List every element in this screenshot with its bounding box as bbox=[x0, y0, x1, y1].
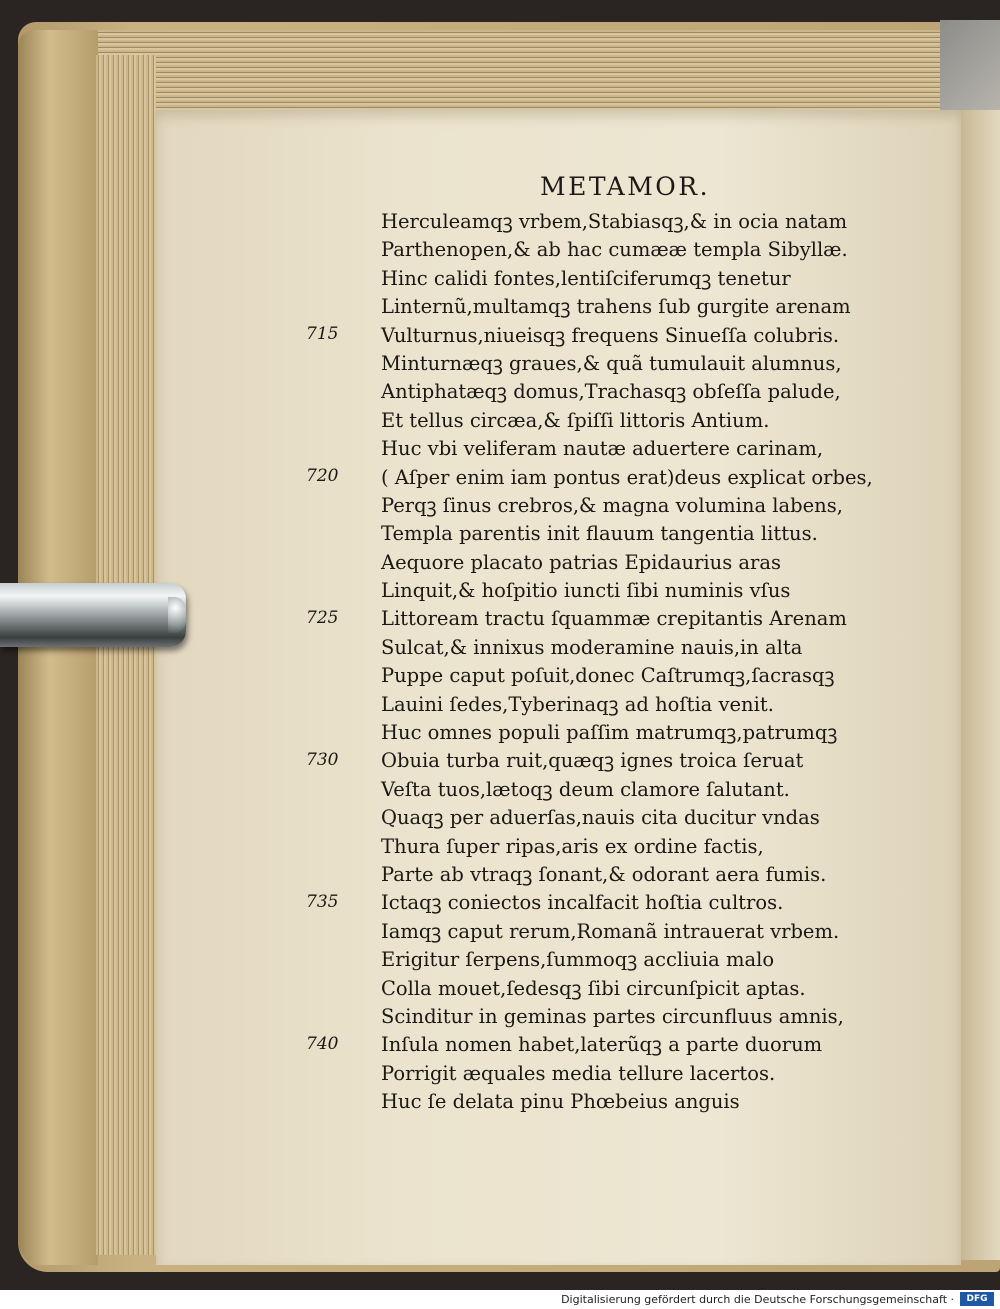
verse-line: Iamqꝫ caput rerum,Romanã intrauerat vrbem. bbox=[381, 919, 840, 943]
digitization-footer bbox=[0, 1290, 1000, 1309]
dfg-logo: DFG bbox=[960, 1292, 994, 1306]
verse-line: Et tellus circæa,& ſpiſſi littoris Antium. bbox=[381, 408, 770, 432]
verse-line: Hinc calidi fontes,lentiſciferumqꝫ tenetur bbox=[381, 266, 791, 290]
verse-line: Erigitur ſerpens,ſummoqꝫ accliuia malo bbox=[381, 948, 775, 972]
verse-line: Huc ſe delata pinu Phœbeius anguis bbox=[381, 1090, 740, 1114]
verse-line: Vulturnus,niueisqꝫ frequens Sinueſſa colubris. bbox=[381, 323, 840, 347]
verse-line: Veſta tuos,lætoqꝫ deum clamore ſalutant. bbox=[381, 777, 790, 801]
line-number: 740 bbox=[306, 1033, 339, 1054]
verse-line: Littoream tractu ſquammæ crepitantis Arenam bbox=[381, 607, 847, 631]
verse-line: Antiphatæqꝫ domus,Trachasqꝫ obſeſſa palude, bbox=[381, 380, 841, 404]
facing-page-edge bbox=[961, 110, 1000, 1260]
verse-line: Linternũ,multamqꝫ trahens ſub gurgite arenam bbox=[381, 295, 851, 319]
verse-line: Parthenopen,& ab hac cumææ templa Sibyllæ. bbox=[381, 238, 848, 262]
line-number: 730 bbox=[306, 749, 339, 770]
verse-line: Porrigit æquales media tellure lacertos. bbox=[381, 1061, 776, 1085]
verse-line: Linquit,& hoſpitio iuncti ſibi numinis vſus bbox=[381, 579, 791, 603]
line-number: 715 bbox=[306, 323, 339, 344]
verse-line: Scinditur in geminas partes circunfluus amnis, bbox=[381, 1004, 844, 1028]
funding-credit: Digitalisierung gefördert durch die Deutsche Forschungsgemeinschaft · bbox=[561, 1293, 954, 1306]
verse-line: Sulcat,& innixus moderamine nauis,in alta bbox=[381, 635, 803, 659]
verse-line: Thura ſuper ripas,aris ex ordine factis, bbox=[381, 834, 764, 858]
book-spine bbox=[18, 30, 98, 1265]
page-edges-side bbox=[96, 55, 156, 1255]
verse-line: Parte ab vtraqꝫ ſonant,& odorant aera fumis. bbox=[381, 862, 827, 886]
verse-line: Herculeamqꝫ vrbem,Stabiasqꝫ,& in ocia natam bbox=[381, 210, 848, 233]
verse-line: Quaqꝫ per aduerſas,nauis cita ducitur vndas bbox=[381, 806, 820, 830]
verse-line: Aequore placato patrias Epidaurius aras bbox=[381, 550, 781, 574]
verse-line: Minturnæqꝫ graues,& quã tumulauit alumnus, bbox=[381, 351, 842, 375]
page-holder-rod bbox=[0, 583, 186, 647]
verse-line: Perqꝫ ſinus crebros,& magna volumina labens, bbox=[381, 493, 843, 517]
verse-line: Ictaqꝫ coniectos incalfacit hoſtia cultros. bbox=[381, 891, 784, 915]
verse-line: Inſula nomen habet,laterũqꝫ a parte duorum bbox=[381, 1033, 823, 1057]
verse-line: Templa parentis init flauum tangentia littus. bbox=[381, 522, 818, 546]
verse-line: Lauini ſedes,Tyberinaqꝫ ad hoſtia venit. bbox=[381, 692, 774, 716]
page-holder-rod-tip bbox=[168, 597, 186, 633]
verse-line: ( Aſper enim iam pontus erat)deus explicat orbes, bbox=[381, 465, 873, 489]
line-number: 720 bbox=[306, 465, 339, 486]
running-head: METAMOR. bbox=[540, 172, 711, 201]
verse-line: Huc vbi veliferam nautæ aduertere carinam, bbox=[381, 437, 824, 461]
line-number: 735 bbox=[306, 891, 339, 912]
page-edges-top bbox=[51, 30, 980, 120]
verse-line: Puppe caput poſuit,donec Caſtrumqꝫ,ſacrasqꝫ bbox=[381, 664, 835, 688]
verse-block bbox=[381, 208, 941, 1117]
line-number: 725 bbox=[306, 607, 339, 628]
verse-line: Obuia turba ruit,quæqꝫ ignes troica ſeruat bbox=[381, 749, 804, 773]
verse-line: Huc omnes populi paſſim matrumqꝫ,patrumqꝫ bbox=[381, 721, 838, 745]
verse-line: Colla mouet,ſedesqꝫ ſibi circunſpicit aptas. bbox=[381, 976, 806, 1000]
cover-corner bbox=[940, 20, 1000, 120]
